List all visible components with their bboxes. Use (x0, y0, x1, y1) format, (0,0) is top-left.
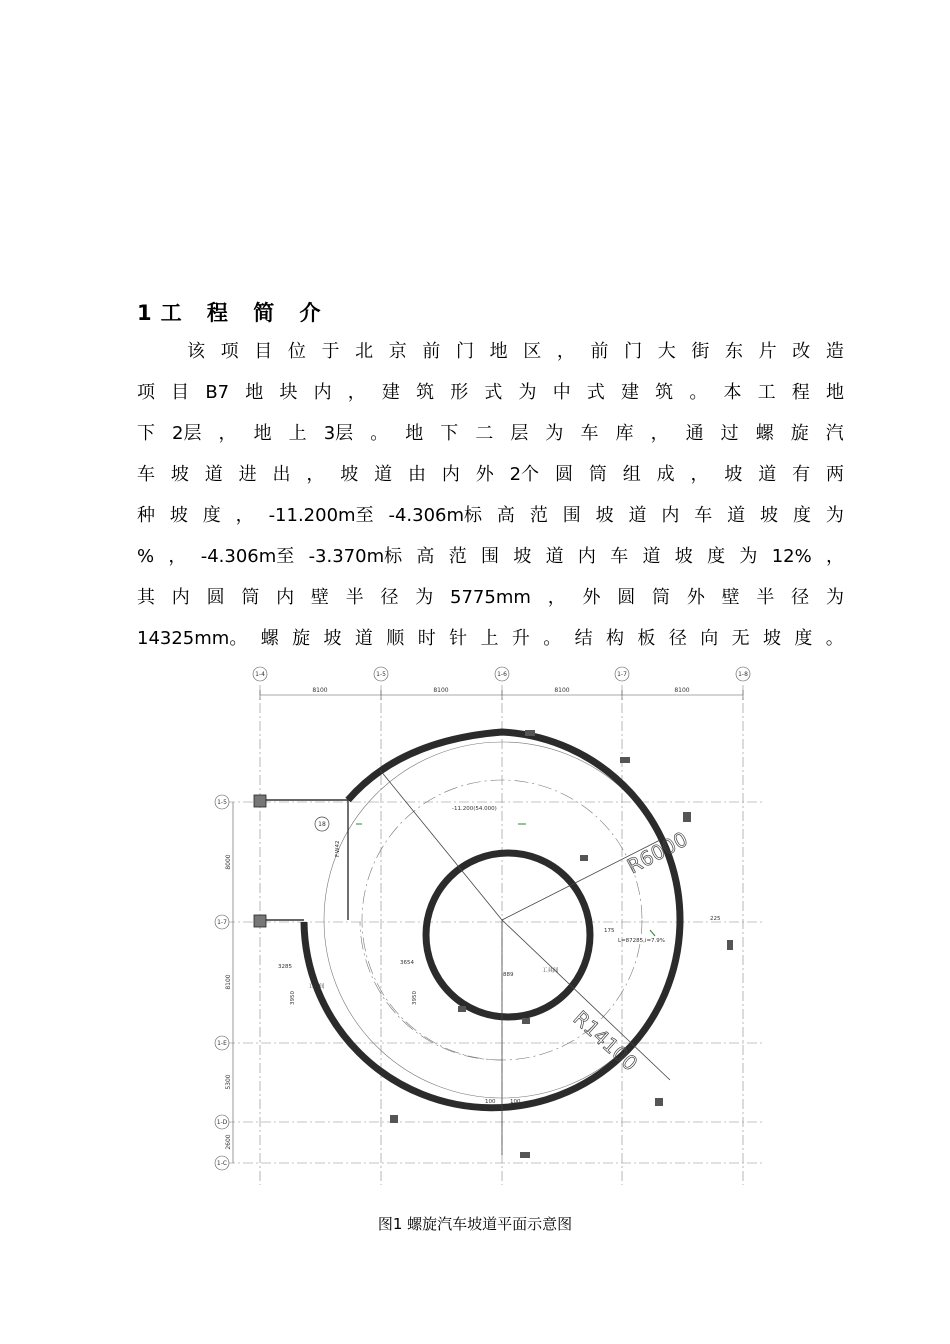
paragraph-token: 范 (448, 546, 467, 567)
paragraph-token: 3层 (323, 423, 354, 444)
paragraph-token: ， (168, 546, 187, 567)
paragraph-token: ， (218, 423, 237, 444)
paragraph-token: 构 (606, 628, 625, 649)
paragraph-token: 2个 (509, 464, 540, 485)
paragraph-token: B7 (205, 382, 230, 403)
paragraph-token: 。 (543, 628, 562, 649)
paragraph-token: 内 (171, 587, 190, 608)
paragraph-token: 式 (586, 382, 605, 403)
paragraph-token: 区 (523, 341, 542, 362)
paragraph-token: ， (547, 587, 566, 608)
paragraph-token: 下 (440, 423, 459, 444)
row-axis-label: 1-C (216, 1160, 228, 1167)
row-spacing-label: 5300 (225, 1074, 232, 1090)
paragraph-token: 坡 (762, 628, 781, 649)
paragraph-token: 地 (405, 423, 424, 444)
paragraph-token: 坡 (513, 546, 532, 567)
dimension-label: 3285 (278, 964, 292, 970)
row-axis-label: 1-E (217, 1040, 227, 1047)
paragraph-token: 径 (791, 587, 810, 608)
row-spacing-label: 8100 (225, 974, 232, 990)
paragraph-token: 目 (254, 341, 273, 362)
paragraph-token: 种 (137, 505, 155, 526)
paragraph-token: 板 (637, 628, 656, 649)
paragraph-token: 坡 (170, 464, 189, 485)
column-axis-label: 1-8 (738, 671, 748, 678)
wall-tag: 175 (604, 928, 615, 934)
paragraph-token: 过 (720, 423, 739, 444)
paragraph-token: 内 (441, 464, 460, 485)
paragraph-token: 式 (484, 382, 503, 403)
paragraph-token: 针 (449, 628, 468, 649)
paragraph-token: -4.306m至 (200, 546, 295, 567)
paragraph-token: 大 (657, 341, 676, 362)
paragraph-token: 围 (481, 546, 500, 567)
paragraph-token: ， (306, 464, 325, 485)
direction-marks (356, 824, 655, 936)
paragraph-token: 中 (552, 382, 571, 403)
detail-tag: 18 (318, 821, 326, 828)
paragraph-line (137, 624, 844, 654)
paragraph-token: 道 (642, 546, 661, 567)
paragraph-token: 内 (313, 382, 332, 403)
paragraph-token: 建 (621, 382, 639, 403)
paragraph-token: 两 (825, 464, 844, 485)
paragraph-token: 道 (374, 464, 393, 485)
paragraph-token: 成 (656, 464, 675, 485)
paragraph-token: 地 (825, 382, 844, 403)
paragraph-token: 街 (691, 341, 710, 362)
paragraph-token: 位 (287, 341, 306, 362)
paragraph-token: 螺 (755, 423, 774, 444)
elevation-label: -11.200(54.000) (452, 806, 497, 812)
paragraph-token: 上 (288, 423, 307, 444)
paragraph-token: 前 (590, 341, 609, 362)
paragraph-token: 层 (510, 423, 529, 444)
paragraph-token: 其 (137, 587, 155, 608)
paragraph-token: 门 (456, 341, 474, 362)
paragraph-line (137, 419, 844, 449)
paragraph-token: 坡 (169, 505, 188, 526)
paragraph-token: % (137, 546, 155, 567)
top-dimension-line (260, 690, 743, 700)
paragraph-token: 圆 (206, 587, 225, 608)
paragraph-token: 坡 (760, 505, 779, 526)
dimension-label: 100 (510, 1099, 521, 1105)
paragraph-token: 。 (825, 628, 844, 649)
paragraph-token: 坡 (595, 505, 614, 526)
paragraph-token: 为 (415, 587, 434, 608)
paragraph-token: 道 (354, 628, 373, 649)
ramp-plan-figure (200, 660, 780, 1190)
paragraph-token: 坡 (340, 464, 359, 485)
paragraph-token: 内 (577, 546, 596, 567)
paragraph-token: 为 (825, 587, 844, 608)
paragraph-token: 外 (686, 587, 705, 608)
paragraph-token: ， (826, 546, 844, 567)
paragraph-token: 径 (668, 628, 687, 649)
column-axis-label: 1-4 (255, 671, 265, 678)
paragraph-token: 通 (685, 423, 704, 444)
paragraph-line (137, 542, 844, 572)
paragraph-token: 5775mm (450, 587, 531, 608)
paragraph-token: 顺 (386, 628, 405, 649)
dimension-label: 3950 (412, 991, 418, 1005)
column-spacing-label: 8100 (674, 687, 690, 694)
column-spacing-label: 8100 (554, 687, 570, 694)
side-tag: F.W42 (335, 840, 341, 857)
paragraph-token: 度 (792, 505, 811, 526)
radius-label-outer: R14100 (568, 1005, 643, 1076)
paragraph-token: 由 (408, 464, 426, 485)
inner-cylinder-wall (426, 853, 590, 1017)
paragraph-token: 坡 (323, 628, 342, 649)
room-label: 工具间 (308, 984, 325, 990)
paragraph-token: 向 (700, 628, 719, 649)
paragraph-token: 筑 (655, 382, 674, 403)
paragraph-token: 圆 (617, 587, 636, 608)
paragraph-token: 出 (272, 464, 291, 485)
section-heading: 1工 程 简 介 (137, 301, 330, 325)
paragraph-token: 14325mm。 (137, 628, 248, 649)
paragraph-token: 前 (422, 341, 441, 362)
paragraph-token: 。 (689, 382, 708, 403)
paragraph-token: 外 (475, 464, 494, 485)
paragraph-token: -11.200m至 (268, 505, 374, 526)
paragraph-token: 度 (794, 628, 813, 649)
paragraph-token: 径 (380, 587, 399, 608)
paragraph-token: 工 (757, 382, 776, 403)
paragraph-token: 旋 (790, 423, 809, 444)
column-axis-label: 1-5 (376, 671, 386, 678)
paragraph-token: 为 (518, 382, 537, 403)
paragraph-token: 有 (792, 464, 811, 485)
paragraph-token: 车 (137, 464, 155, 485)
column-block (254, 795, 266, 807)
paragraph-token: 螺 (260, 628, 279, 649)
paragraph-token: 度 (202, 505, 221, 526)
paragraph-token: 12% (771, 546, 812, 567)
paragraph-line (137, 583, 844, 613)
paragraph-token: 库 (615, 423, 634, 444)
paragraph-token: 外 (582, 587, 601, 608)
paragraph-line (137, 501, 844, 531)
paragraph-token: 坡 (674, 546, 693, 567)
paragraph-token: 结 (574, 628, 593, 649)
paragraph-token: 时 (417, 628, 436, 649)
paragraph-token: 地 (245, 382, 264, 403)
paragraph-token: 北 (355, 341, 374, 362)
paragraph-token: 该 (187, 341, 205, 362)
paragraph-token: 形 (450, 382, 469, 403)
paragraph-token: 壁 (721, 587, 740, 608)
paragraph-token: 道 (727, 505, 746, 526)
paragraph-token: 内 (661, 505, 680, 526)
paragraph-token: 内 (276, 587, 295, 608)
paragraph-token: ， (347, 382, 366, 403)
row-spacing-label: 8000 (225, 854, 232, 870)
paragraph-token: 建 (381, 382, 400, 403)
paragraph-token: 圆 (554, 464, 573, 485)
paragraph-token: ， (556, 341, 575, 362)
paragraph-token: 本 (723, 382, 742, 403)
dimension-label: 3654 (400, 960, 414, 966)
paragraph-token: 道 (758, 464, 777, 485)
column-spacing-label: 8100 (312, 687, 328, 694)
paragraph-token: 筑 (416, 382, 435, 403)
paragraph-token: -4.306m标 (388, 505, 483, 526)
dimension-label: 889 (503, 972, 514, 978)
paragraph-token: 组 (622, 464, 641, 485)
paragraph-token: 程 (791, 382, 810, 403)
paragraph-token: 道 (545, 546, 564, 567)
paragraph-token: 无 (731, 628, 750, 649)
paragraph-token: 半 (756, 587, 775, 608)
paragraph-token: 目 (171, 382, 190, 403)
paragraph-token: 度 (707, 546, 726, 567)
paragraph-token: 高 (496, 505, 515, 526)
paragraph-token: ， (690, 464, 709, 485)
paragraph-token: 地 (489, 341, 508, 362)
paragraph-token: 汽 (825, 423, 844, 444)
dimension-label: 100 (485, 1099, 496, 1105)
paragraph-token: 道 (628, 505, 647, 526)
row-spacing-label: 2600 (225, 1134, 232, 1150)
column-axis-label: 1-7 (617, 671, 627, 678)
column-axis-label: 1-6 (497, 671, 507, 678)
slope-note: L=87285,i=7.9% (618, 938, 666, 944)
ring-tag: 225 (710, 916, 721, 922)
room-label: 工具间 (542, 968, 559, 974)
paragraph-token: 改 (792, 341, 811, 362)
paragraph-token: 进 (238, 464, 257, 485)
paragraph-token: 项 (220, 341, 239, 362)
paragraph-token: 车 (580, 423, 599, 444)
column-spacing-label: 8100 (433, 687, 449, 694)
paragraph-token: 半 (345, 587, 364, 608)
paragraph-token: ， (650, 423, 669, 444)
paragraph-token: 京 (388, 341, 407, 362)
radius-label-inner: R6000 (623, 826, 692, 879)
ramp-plan-drawing (200, 660, 780, 1190)
paragraph-token: 壁 (310, 587, 329, 608)
paragraph-token: 旋 (292, 628, 311, 649)
paragraph-token: 片 (758, 341, 777, 362)
paragraph-token: 于 (321, 341, 340, 362)
paragraph-token: 块 (279, 382, 298, 403)
paragraph-token: 范 (529, 505, 548, 526)
paragraph-token: 筒 (241, 587, 260, 608)
paragraph-token: 2层 (172, 423, 202, 444)
paragraph-token: 筒 (588, 464, 607, 485)
paragraph-token: 筒 (652, 587, 671, 608)
paragraph-token: 下 (137, 423, 155, 444)
paragraph-token: 车 (694, 505, 713, 526)
paragraph-token: 围 (562, 505, 581, 526)
row-axis-label: 1-5 (217, 799, 227, 806)
row-axis-label: 1-7 (217, 919, 227, 926)
paragraph-token: 上 (480, 628, 499, 649)
paragraph-token: 高 (416, 546, 435, 567)
dimension-label: 3950 (290, 991, 296, 1005)
paragraph-token: 地 (253, 423, 272, 444)
paragraph-token: 车 (610, 546, 629, 567)
paragraph-token: 为 (545, 423, 564, 444)
paragraph-token: 为 (739, 546, 758, 567)
paragraph-line (137, 460, 844, 490)
row-axis-label: 1-D (216, 1119, 228, 1126)
paragraph-token: 为 (825, 505, 844, 526)
paragraph-token: 门 (624, 341, 643, 362)
column-block (254, 915, 266, 927)
paragraph-token: 二 (475, 423, 494, 444)
paragraph-token: 升 (511, 628, 530, 649)
paragraph-token: 坡 (724, 464, 743, 485)
paragraph-token: -3.370m标 (308, 546, 403, 567)
entry-walls (264, 800, 348, 920)
figure-caption: 图1 螺旋汽车坡道平面示意图 (377, 1215, 573, 1233)
paragraph-token: 造 (825, 341, 844, 362)
paragraph-token: 项 (137, 382, 155, 403)
paragraph-token: 。 (370, 423, 389, 444)
paragraph-token: ， (235, 505, 254, 526)
paragraph-line (137, 378, 844, 408)
paragraph-token: 道 (204, 464, 223, 485)
paragraph-line (137, 337, 844, 367)
paragraph-token: 东 (725, 341, 743, 362)
